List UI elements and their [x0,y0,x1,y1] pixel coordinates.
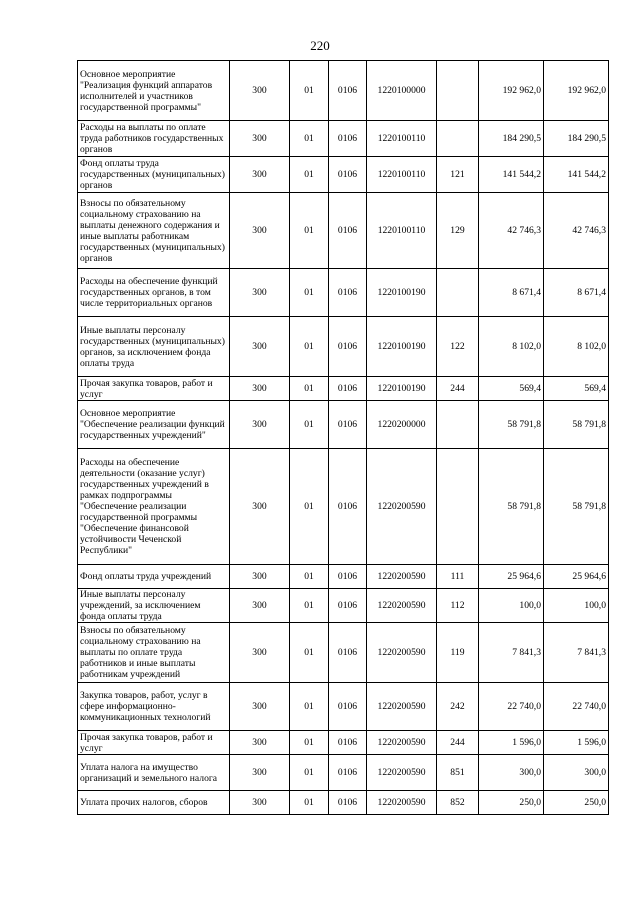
amount-1-cell: 58 791,8 [479,401,544,449]
table-body [78,61,609,815]
amount-1-cell: 25 964,6 [479,565,544,589]
target-article-cell: 1220100110 [367,121,437,157]
row-name-cell: Основное мероприятие "Обеспечение реализации функций государственных учреждений" [78,401,230,449]
amount-1-cell: 22 740,0 [479,683,544,731]
target-article-cell: 1220200590 [367,565,437,589]
amount-1-cell: 569,4 [479,377,544,401]
amount-2-cell: 7 841,3 [544,623,609,683]
row-name-cell: Основное мероприятие "Реализация функций аппаратов исполнителей и участников государственной программы" [78,61,230,121]
subsection-cell: 0106 [329,623,367,683]
target-article-cell: 1220100190 [367,269,437,317]
amount-1-cell: 184 290,5 [479,121,544,157]
amount-1-cell: 42 746,3 [479,193,544,269]
amount-2-cell: 42 746,3 [544,193,609,269]
target-article-cell: 1220200590 [367,449,437,565]
row-name-cell: Иные выплаты персоналу учреждений, за исключением фонда оплаты труда [78,589,230,623]
amount-2-cell: 184 290,5 [544,121,609,157]
section-cell: 01 [290,317,329,377]
section-cell: 01 [290,731,329,755]
table-row [78,157,609,193]
expense-type-cell: 112 [437,589,479,623]
target-article-cell: 1220200590 [367,731,437,755]
subsection-cell: 0106 [329,755,367,791]
subsection-cell: 0106 [329,157,367,193]
subsection-cell: 0106 [329,683,367,731]
section-cell: 01 [290,755,329,791]
amount-2-cell: 250,0 [544,791,609,815]
row-name-cell: Иные выплаты персоналу государственных (муниципальных) органов, за исключением фонда оплаты труда [78,317,230,377]
target-article-cell: 1220100110 [367,157,437,193]
row-name-cell: Прочая закупка товаров, работ и услуг [78,377,230,401]
amount-2-cell: 58 791,8 [544,401,609,449]
admin-code-cell: 300 [230,589,290,623]
budget-table [77,60,609,815]
amount-2-cell: 1 596,0 [544,731,609,755]
expense-type-cell [437,269,479,317]
section-cell: 01 [290,269,329,317]
table-row [78,377,609,401]
section-cell: 01 [290,589,329,623]
subsection-cell: 0106 [329,269,367,317]
expense-type-cell: 129 [437,193,479,269]
section-cell: 01 [290,401,329,449]
page-number: 220 [310,38,330,53]
target-article-cell: 1220100110 [367,193,437,269]
target-article-cell: 1220100000 [367,61,437,121]
row-name-cell: Взносы по обязательному социальному страхованию на выплаты по оплате труда работников и иные выплаты работникам учреждений [78,623,230,683]
row-name-cell: Уплата налога на имущество организаций и земельного налога [78,755,230,791]
amount-1-cell: 1 596,0 [479,731,544,755]
row-name-cell: Фонд оплаты труда государственных (муниципальных) органов [78,157,230,193]
expense-type-cell [437,61,479,121]
expense-type-cell: 121 [437,157,479,193]
table-row [78,683,609,731]
section-cell: 01 [290,683,329,731]
row-name-cell: Взносы по обязательному социальному страхованию на выплаты денежного содержания и иные выплаты работникам государственных (муниципальных) органов [78,193,230,269]
row-name-cell: Расходы на обеспечение функций государственных органов, в том числе территориальных органов [78,269,230,317]
amount-2-cell: 141 544,2 [544,157,609,193]
admin-code-cell: 300 [230,377,290,401]
row-name-cell: Расходы на обеспечение деятельности (оказание услуг) государственных учреждений в рамках подпрограммы "Обеспечение реализации государственной программы "Обеспечение финансовой устойчивости Чеченской Республики" [78,449,230,565]
table-row [78,401,609,449]
target-article-cell: 1220200590 [367,683,437,731]
row-name-cell: Фонд оплаты труда учреждений [78,565,230,589]
subsection-cell: 0106 [329,791,367,815]
expense-type-cell: 242 [437,683,479,731]
row-name-cell: Расходы на выплаты по оплате труда работников государственных органов [78,121,230,157]
section-cell: 01 [290,157,329,193]
table-row [78,731,609,755]
amount-2-cell: 300,0 [544,755,609,791]
admin-code-cell: 300 [230,565,290,589]
admin-code-cell: 300 [230,623,290,683]
amount-2-cell: 8 102,0 [544,317,609,377]
expense-type-cell: 122 [437,317,479,377]
amount-2-cell: 192 962,0 [544,61,609,121]
table-row [78,121,609,157]
amount-1-cell: 192 962,0 [479,61,544,121]
row-name-cell: Прочая закупка товаров, работ и услуг [78,731,230,755]
admin-code-cell: 300 [230,401,290,449]
expense-type-cell [437,121,479,157]
amount-1-cell: 100,0 [479,589,544,623]
admin-code-cell: 300 [230,683,290,731]
table-row [78,193,609,269]
target-article-cell: 1220100190 [367,317,437,377]
expense-type-cell [437,449,479,565]
row-name-cell: Закупка товаров, работ, услуг в сфере информационно-коммуникационных технологий [78,683,230,731]
table-row [78,755,609,791]
target-article-cell: 1220200590 [367,589,437,623]
admin-code-cell: 300 [230,791,290,815]
section-cell: 01 [290,623,329,683]
amount-2-cell: 25 964,6 [544,565,609,589]
amount-1-cell: 58 791,8 [479,449,544,565]
admin-code-cell: 300 [230,193,290,269]
subsection-cell: 0106 [329,61,367,121]
table-row [78,61,609,121]
amount-2-cell: 100,0 [544,589,609,623]
amount-2-cell: 8 671,4 [544,269,609,317]
section-cell: 01 [290,449,329,565]
table-row [78,269,609,317]
section-cell: 01 [290,791,329,815]
amount-1-cell: 8 671,4 [479,269,544,317]
amount-1-cell: 300,0 [479,755,544,791]
admin-code-cell: 300 [230,731,290,755]
subsection-cell: 0106 [329,193,367,269]
section-cell: 01 [290,121,329,157]
section-cell: 01 [290,193,329,269]
subsection-cell: 0106 [329,121,367,157]
subsection-cell: 0106 [329,731,367,755]
admin-code-cell: 300 [230,121,290,157]
expense-type-cell: 111 [437,565,479,589]
expense-type-cell: 851 [437,755,479,791]
amount-2-cell: 22 740,0 [544,683,609,731]
table-row [78,589,609,623]
admin-code-cell: 300 [230,269,290,317]
admin-code-cell: 300 [230,449,290,565]
expense-type-cell: 244 [437,377,479,401]
amount-1-cell: 250,0 [479,791,544,815]
table-row [78,791,609,815]
expense-type-cell: 244 [437,731,479,755]
amount-2-cell: 569,4 [544,377,609,401]
amount-1-cell: 141 544,2 [479,157,544,193]
subsection-cell: 0106 [329,401,367,449]
admin-code-cell: 300 [230,157,290,193]
section-cell: 01 [290,61,329,121]
table-row [78,449,609,565]
amount-2-cell: 58 791,8 [544,449,609,565]
target-article-cell: 1220100190 [367,377,437,401]
subsection-cell: 0106 [329,317,367,377]
target-article-cell: 1220200590 [367,791,437,815]
subsection-cell: 0106 [329,565,367,589]
section-cell: 01 [290,377,329,401]
subsection-cell: 0106 [329,449,367,565]
admin-code-cell: 300 [230,317,290,377]
target-article-cell: 1220200590 [367,623,437,683]
target-article-cell: 1220200000 [367,401,437,449]
expense-type-cell: 119 [437,623,479,683]
subsection-cell: 0106 [329,589,367,623]
expense-type-cell: 852 [437,791,479,815]
table-row [78,623,609,683]
table-row [78,317,609,377]
admin-code-cell: 300 [230,61,290,121]
section-cell: 01 [290,565,329,589]
admin-code-cell: 300 [230,755,290,791]
target-article-cell: 1220200590 [367,755,437,791]
row-name-cell: Уплата прочих налогов, сборов [78,791,230,815]
amount-1-cell: 8 102,0 [479,317,544,377]
amount-1-cell: 7 841,3 [479,623,544,683]
expense-type-cell [437,401,479,449]
table-row [78,565,609,589]
subsection-cell: 0106 [329,377,367,401]
